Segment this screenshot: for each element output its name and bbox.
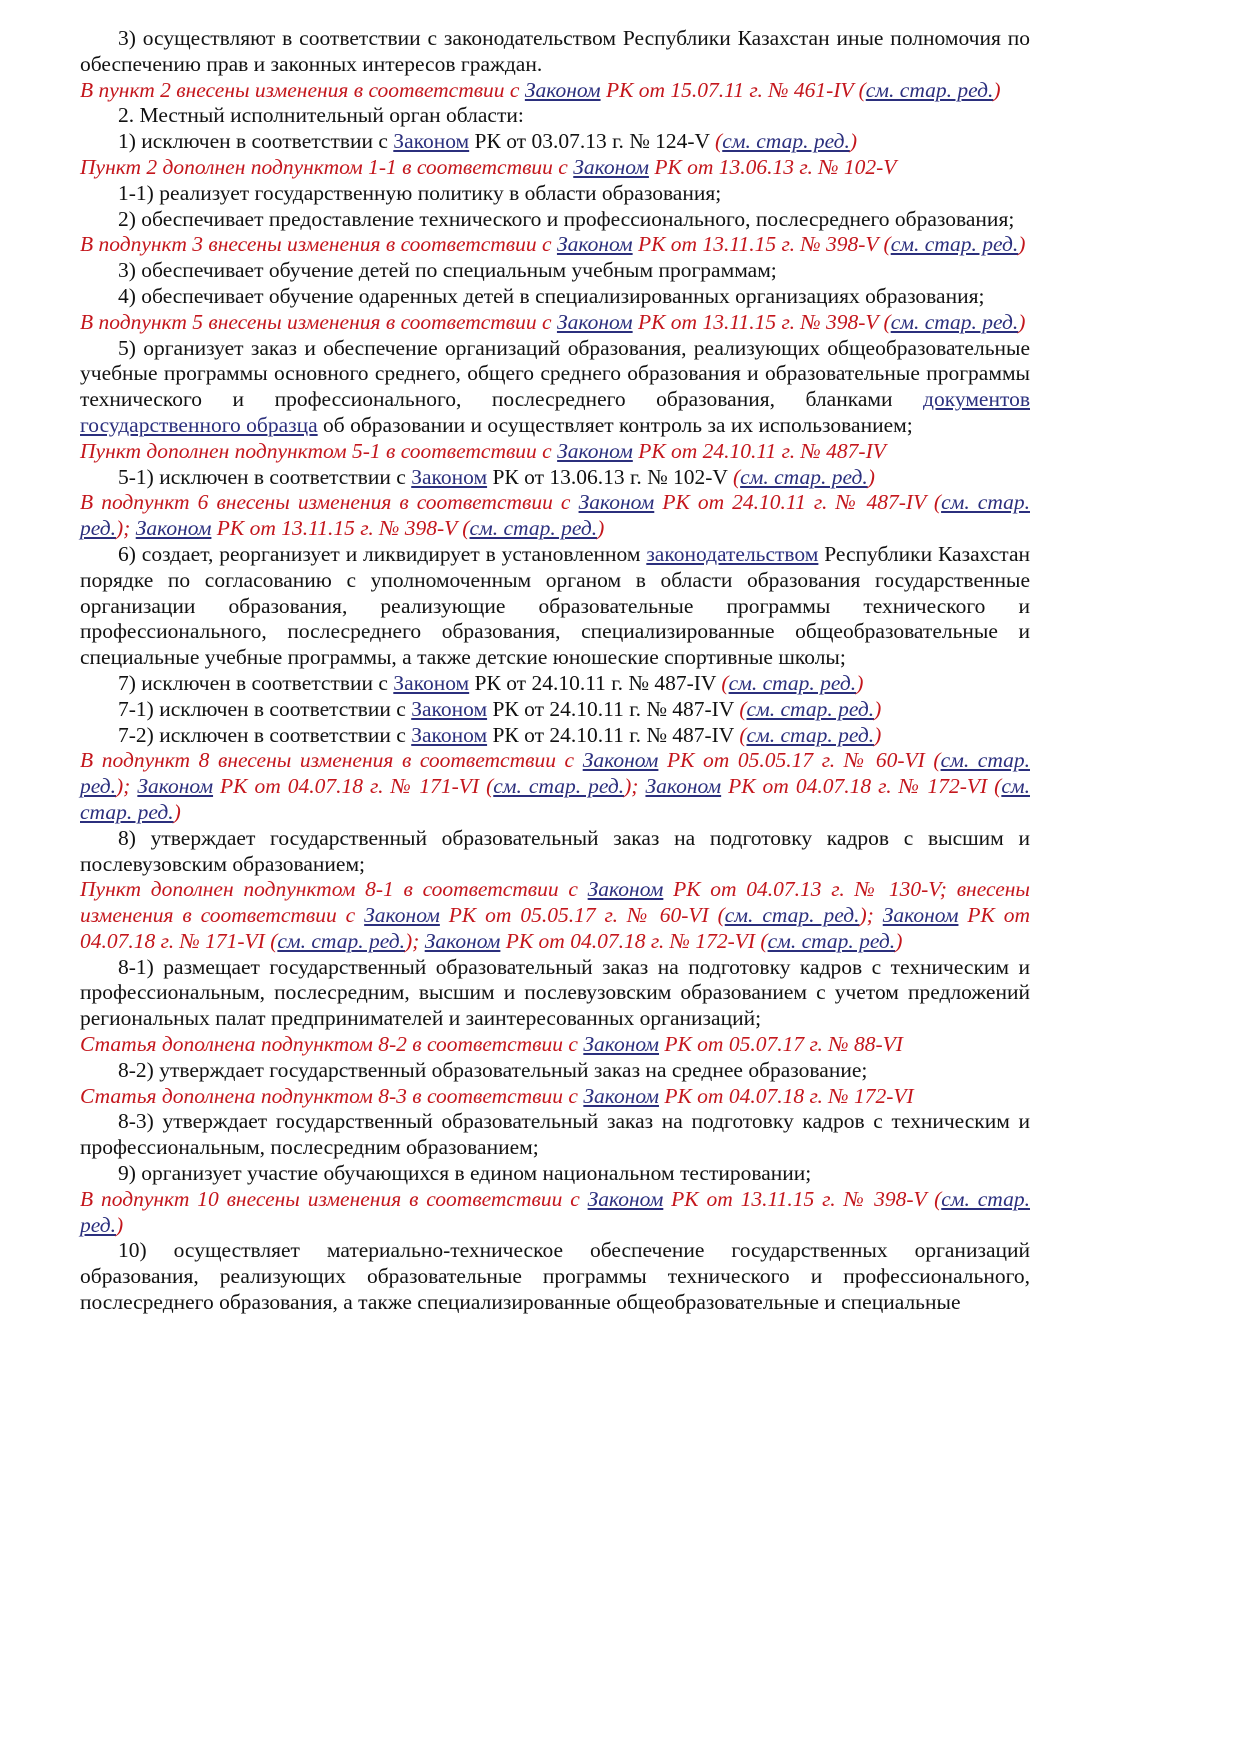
- text-run: );: [116, 774, 138, 799]
- text-run: ): [173, 799, 181, 824]
- text-run: 10) осуществляет материально-техническое обеспечение государственных организаций образования, реализующих образовательные программы технического и профессионального, послесреднего образования, а также специализированные общеобразовательные и специальные: [80, 1238, 1030, 1315]
- text-run: РК от 13.11.15 г. № 398-V (: [632, 232, 891, 257]
- law-link[interactable]: Законом: [587, 877, 664, 902]
- old-edition-link[interactable]: см. стар. ред.: [493, 774, 625, 799]
- text-run: РК от 24.10.11 г. № 487-IV: [469, 670, 722, 695]
- amendment-note: [80, 78, 1030, 104]
- text-run: РК от 04.07.13 г. № 130-V; внесены изменения в соответствии с: [80, 877, 1030, 928]
- paren: (: [739, 696, 747, 721]
- text-run: РК от 05.07.17 г. № 88-VI: [659, 1032, 903, 1057]
- amendment-note: [80, 748, 1030, 825]
- old-edition-link[interactable]: см. стар. ред.: [80, 490, 1030, 541]
- text-run: РК от 04.07.18 г. № 171-VI (: [213, 774, 494, 799]
- text-run: РК от 24.10.11 г. № 487-IV: [487, 722, 740, 747]
- text-run: РК от 13.11.15 г. № 398-V (: [211, 516, 470, 541]
- text-run: );: [116, 516, 136, 541]
- law-link[interactable]: Законом: [393, 129, 470, 154]
- old-edition-link[interactable]: см. стар. ред.: [722, 129, 850, 154]
- text-run: ): [1018, 232, 1026, 257]
- text-run: 9) организует участие обучающихся в едином национальном тестировании;: [118, 1161, 812, 1186]
- old-edition-link[interactable]: см. стар. ред.: [865, 77, 994, 102]
- old-edition-link[interactable]: см. стар. ред.: [746, 696, 875, 721]
- paragraph: [80, 1109, 1030, 1161]
- law-link[interactable]: Законом: [393, 670, 470, 695]
- paren: ): [856, 670, 864, 695]
- text-run: 7-1) исключен в соответствии с: [118, 696, 412, 721]
- paren: (: [721, 670, 729, 695]
- text-run: ): [597, 516, 605, 541]
- old-edition-link[interactable]: см. стар. ред.: [728, 670, 857, 695]
- paren: ): [874, 722, 882, 747]
- law-link[interactable]: законодательством: [646, 541, 819, 566]
- text-run: ): [993, 77, 1001, 102]
- text-run: 2) обеспечивает предоставление технического и профессионального, послесреднего образования;: [118, 206, 1015, 231]
- law-link[interactable]: Законом: [583, 1083, 660, 1108]
- text-run: );: [859, 903, 883, 928]
- paragraph: [80, 1238, 1030, 1315]
- paren: (: [715, 129, 723, 154]
- law-link[interactable]: Законом: [556, 232, 633, 257]
- law-link[interactable]: Законом: [364, 903, 440, 928]
- text-run: РК от 04.07.18 г. № 172-VI (: [721, 774, 1002, 799]
- paragraph: [80, 284, 1030, 310]
- paren: ): [849, 129, 857, 154]
- law-link[interactable]: Законом: [578, 490, 655, 515]
- law-link[interactable]: Законом: [137, 774, 214, 799]
- text-run: Пункт 2 дополнен подпунктом 1-1 в соответствии с: [80, 154, 574, 179]
- old-edition-link[interactable]: см. стар. ред.: [80, 774, 1030, 824]
- amendment-note: [80, 439, 1030, 465]
- amendment-note: [80, 877, 1030, 954]
- paragraph: [80, 826, 1030, 878]
- paragraph: [80, 1161, 1030, 1187]
- law-link[interactable]: документов государственного образца: [80, 387, 1030, 437]
- law-link[interactable]: Законом: [556, 309, 633, 334]
- law-link[interactable]: Законом: [882, 903, 959, 928]
- text-run: Статья дополнена подпунктом 8-2 в соответствии с: [80, 1032, 584, 1057]
- text-run: 1-1) реализует государственную политику в области образования;: [118, 180, 722, 205]
- paragraph: [80, 258, 1030, 284]
- text-run: 5) организует заказ и обеспечение организаций образования, реализующих общеобразовательные учебные программы основного среднего, общего среднего образования и образовательные программы технического и профессионального, послесреднего образования, бланками: [80, 335, 1030, 412]
- amendment-note: [80, 1084, 1030, 1110]
- law-link[interactable]: Законом: [524, 77, 601, 102]
- paragraph: [80, 207, 1030, 233]
- document-page: [80, 26, 1030, 1316]
- text-run: 3) осуществляют в соответствии с законодательством Республики Казахстан иные полномочия по обеспечению прав и законных интересов граждан.: [80, 26, 1030, 76]
- text-run: В подпункт 10 внесены изменения в соответствии с: [80, 1186, 588, 1211]
- text-run: ): [1018, 309, 1026, 334]
- amendment-note: [80, 232, 1030, 258]
- paragraph: [80, 542, 1030, 671]
- text-run: 1) исключен в соответствии с: [118, 129, 394, 154]
- amendment-note: [80, 1032, 1030, 1058]
- old-edition-link[interactable]: см. стар. ред.: [277, 928, 405, 953]
- text-run: );: [624, 774, 646, 799]
- text-run: 8-1) размещает государственный образовательный заказ на подготовку кадров с техническим и профессиональным, послесредним, высшим и послевузовским образованием с учетом предложений региональных палат предпринимателей и заинтересованных организаций;: [80, 954, 1030, 1031]
- paragraph: [80, 955, 1030, 1032]
- text-run: 8-3) утверждает государственный образовательный заказ на подготовку кадров с техническим и профессиональным, послесредним образованием;: [80, 1109, 1030, 1160]
- law-link[interactable]: Законом: [411, 696, 488, 721]
- text-run: ): [895, 928, 903, 953]
- text-run: 5-1) исключен в соответствии с: [118, 464, 412, 489]
- text-run: 4) обеспечивает обучение одаренных детей в специализированных организациях образования;: [118, 283, 985, 308]
- law-link[interactable]: Законом: [135, 516, 212, 541]
- amendment-note: [80, 155, 1030, 181]
- text-run: РК от 13.06.13 г. № 102-V: [487, 464, 733, 489]
- law-link[interactable]: Законом: [645, 774, 722, 799]
- text-run: В подпункт 8 внесены изменения в соответствии с: [80, 748, 583, 773]
- text-run: 3) обеспечивает обучение детей по специальным учебным программам;: [118, 258, 777, 283]
- text-run: РК от 05.05.17 г. № 60-VI (: [439, 903, 725, 928]
- text-run: В подпункт 3 внесены изменения в соответствии с: [80, 232, 557, 257]
- paren: (: [739, 722, 747, 747]
- text-run: РК от 03.07.13 г. № 124-V: [469, 129, 716, 154]
- paragraph: [80, 181, 1030, 207]
- law-link[interactable]: Законом: [583, 1032, 660, 1057]
- law-link[interactable]: Законом: [557, 438, 633, 463]
- paragraph: [80, 465, 1030, 491]
- amendment-note: [80, 1187, 1030, 1239]
- text-run: 8) утверждает государственный образовательный заказ на подготовку кадров с высшим и послевузовским образованием;: [80, 825, 1030, 876]
- text-run: РК от 24.10.11 г. № 487-IV (: [654, 490, 942, 515]
- amendment-note: [80, 490, 1030, 542]
- paragraph: [80, 336, 1030, 439]
- paren: (: [732, 464, 741, 489]
- text-run: РК от 13.06.13 г. № 102-V: [648, 154, 897, 179]
- text-run: РК от 04.07.18 г. № 172-VI: [659, 1083, 914, 1108]
- paragraph: [80, 697, 1030, 723]
- paren: ): [867, 464, 875, 489]
- text-run: РК от 13.11.15 г. № 398-V (: [663, 1186, 942, 1211]
- text-run: 8-2) утверждает государственный образовательный заказ на среднее образование;: [118, 1057, 868, 1082]
- old-edition-link[interactable]: см. стар. ред.: [890, 309, 1019, 334]
- text-run: РК от 04.07.18 г. № 171-VI (: [80, 903, 1031, 953]
- old-edition-link[interactable]: см. стар. ред.: [767, 928, 896, 953]
- old-edition-link[interactable]: см. стар. ред.: [890, 232, 1019, 257]
- law-link[interactable]: Законом: [582, 748, 659, 773]
- text-run: ): [116, 1212, 124, 1237]
- old-edition-link[interactable]: см. стар. ред.: [80, 1186, 1030, 1237]
- text-run: В пункт 2 внесены изменения в соответствии с: [80, 77, 525, 102]
- text-run: РК от 15.07.11 г. № 461-IV (: [600, 77, 866, 102]
- text-run: В подпункт 6 внесены изменения в соответствии с: [80, 490, 579, 515]
- paragraph: [80, 129, 1030, 155]
- old-edition-link[interactable]: см. стар. ред.: [724, 903, 860, 928]
- law-link[interactable]: Законом: [411, 722, 488, 747]
- paragraph: [80, 671, 1030, 697]
- paren: ): [874, 696, 882, 721]
- text-run: РК от 04.07.18 г. № 172-VI (: [500, 928, 768, 953]
- text-run: Пункт дополнен подпунктом 8-1 в соответствии с: [80, 877, 588, 902]
- paragraph: [80, 723, 1030, 749]
- text-run: 6) создает, реорганизует и ликвидирует в установленном: [118, 541, 647, 566]
- text-run: В подпункт 5 внесены изменения в соответствии с: [80, 309, 557, 334]
- text-run: РК от 24.10.11 г. № 487-IV: [632, 438, 886, 463]
- text-run: 7-2) исключен в соответствии с: [118, 722, 412, 747]
- old-edition-link[interactable]: см. стар. ред.: [740, 464, 868, 489]
- law-link[interactable]: Законом: [573, 154, 649, 179]
- text-run: РК от 24.10.11 г. № 487-IV: [487, 696, 740, 721]
- text-run: РК от 13.11.15 г. № 398-V (: [632, 309, 891, 334]
- text-run: Статья дополнена подпунктом 8-3 в соответствии с: [80, 1083, 584, 1108]
- old-edition-link[interactable]: см. стар. ред.: [80, 748, 1030, 799]
- text-run: 2. Местный исполнительный орган области:: [118, 103, 524, 128]
- amendment-note: [80, 310, 1030, 336]
- text-run: );: [404, 928, 425, 953]
- text-run: об образовании и осуществляет контроль за их использованием;: [317, 412, 913, 437]
- law-link[interactable]: Законом: [411, 464, 488, 489]
- text-run: Республики Казахстан порядке по согласованию с уполномоченным органом в области образования государственные организации образования, реализующие образовательные программы технического и профессионального, послесреднего образования, специализированные общеобразовательные и специальные учебные программы, а также детские юношеские спортивные школы;: [80, 541, 1030, 670]
- paragraph: [80, 26, 1030, 78]
- law-link[interactable]: Законом: [587, 1186, 664, 1211]
- text-run: 7) исключен в соответствии с: [118, 670, 394, 695]
- old-edition-link[interactable]: см. стар. ред.: [746, 722, 875, 747]
- law-link[interactable]: Законом: [424, 928, 501, 953]
- paragraph: [80, 1058, 1030, 1084]
- text-run: Пункт дополнен подпунктом 5-1 в соответствии с: [80, 438, 558, 463]
- old-edition-link[interactable]: см. стар. ред.: [469, 516, 598, 541]
- paragraph: [80, 103, 1030, 129]
- text-run: РК от 05.05.17 г. № 60-VI (: [658, 748, 941, 773]
